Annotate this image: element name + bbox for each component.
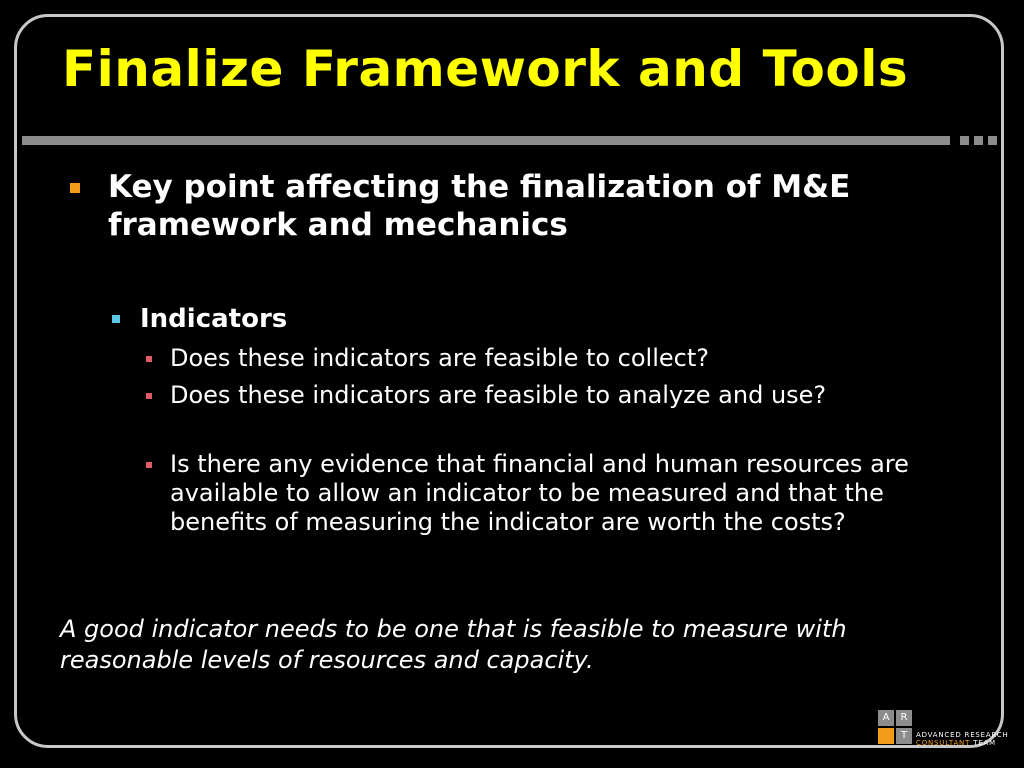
square-bullet-icon [146,356,152,362]
bullet-level2: Indicators [140,304,288,334]
logo-accent-square [878,728,894,744]
logo-letter-r: R [896,710,912,726]
logo-letter-a: A [878,710,894,726]
square-bullet-icon [146,393,152,399]
slide-title: Finalize Framework and Tools [62,40,909,98]
bullet-level3: Is there any evidence that financial and human resources are available to allow an indicator to be measured and that the benefits of measuring the indicator are worth the costs? [170,450,909,536]
square-bullet-icon [146,462,152,468]
bullet-level1: Key point affecting the finalization of M&E framework and mechanics [108,169,851,243]
bullet-level3: Does these indicators are feasible to collect? [170,344,710,372]
logo-line1: ADVANCED RESEARCH [916,731,1009,739]
closing-note: A good indicator needs to be one that is feasible to measure with reasonable levels of resources and capacity. [60,615,847,674]
divider-dot [974,136,983,145]
title-divider [22,136,950,145]
logo-line2-accent: CONSULTANT [916,739,971,747]
logo-text [916,731,1009,747]
logo-letter-t: T [896,728,912,744]
bullet-level3: Does these indicators are feasible to analyze and use? [170,381,827,409]
divider-dot [988,136,997,145]
divider-dot [960,136,969,145]
square-bullet-icon [112,315,120,323]
logo-line2-rest: TEAM [973,739,996,747]
square-bullet-icon [70,183,80,193]
